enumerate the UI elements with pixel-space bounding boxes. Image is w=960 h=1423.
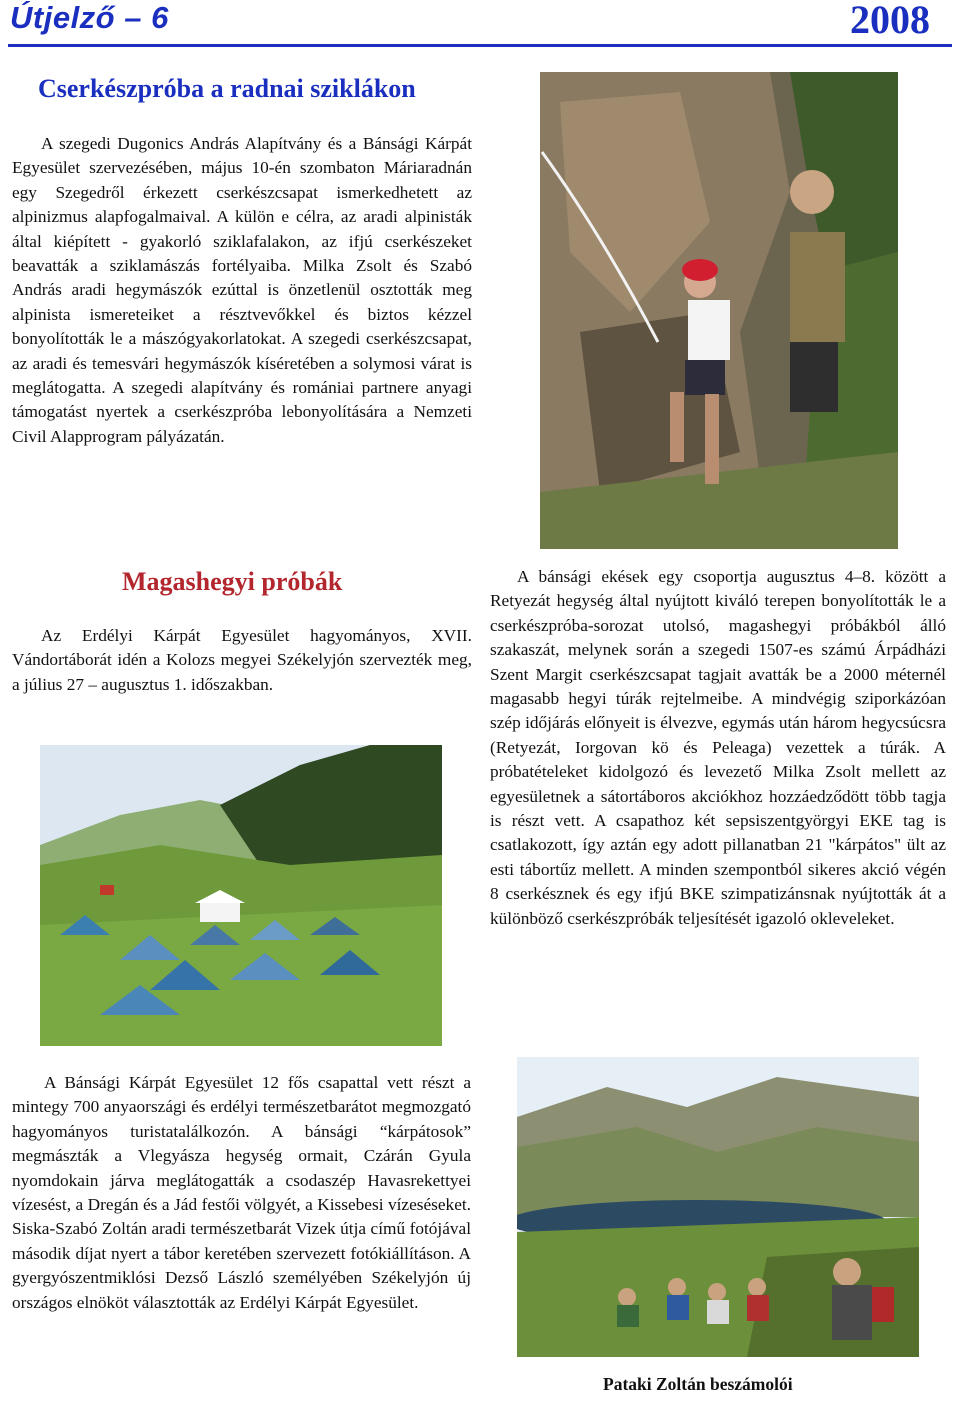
article-title-climbing: Cserkészpróba a radnai sziklákon <box>38 74 416 103</box>
campsite-photo <box>40 745 442 1046</box>
climbing-photo <box>540 72 898 549</box>
running-header-left: Útjelző – 6 <box>10 0 169 35</box>
article-intro-high-mountain: Az Erdélyi Kárpát Egyesület hagyományos, XVII. Vándortáborát idén a Kolozs megyei Székelyjón szervezték meg, a július 27 – augusztus 1. időszakban. <box>12 626 472 694</box>
header-divider <box>8 44 952 47</box>
article-title-high-mountain: Magashegyi próbák <box>122 567 343 596</box>
author-credit: Pataki Zoltán beszámolói <box>603 1374 793 1394</box>
article-body-bottom-left: A Bánsági Kárpát Egyesület 12 fős csapattal vett részt a mintegy 700 anyaországi és erdélyi természetbarátot megmozgató hagyományos turistatalálkozón. A bánsági “kárpátosok” megmászták a Vlegyásza hegység ormait, Czárán Gyula nyomdokain járva meglátogatták a csodaszép Havasrekettyei vízesést, a Dregán és a Jád festői völgyét, a Kissebesi vízeséseket. Siska-Szabó Zoltán aradi természetbarát Vizek útja című fotójával második díjat nyert a tábor keretében szervezett fotókiállításon. A gyergyószentmiklósi Dezső László személyében Székelyjón új országos elnököt választották az Erdélyi Kárpát Egyesület. <box>12 1073 471 1312</box>
article-body-right-column: A bánsági ekések egy csoportja augusztus 4–8. között a Retyezát hegység által nyújtott kiváló terepen bonyolították le a cserkészpróba-sorozat utolsó, magashegyi próbákból álló szakaszát, melynek során a szegedi 1507-es számú Árpádházi Szent Margit cserkészcsapat tagjait avatták be a 2000 méternél magasabb hegyi túrák rejtelmeibe. A mindvégig sziporkázóan szép időjárás előnyeit is élvezve, egymás után három hegycsúcsra (Retyezát, Iorgovan kö és Peleaga) vezettek a túrák. A próbatételeket kidolgozó és levezető Milka Zsolt mellett az egyesületnek a sátortáboros akciókhoz hozzáedződött több tagja is részt vett. A csapathoz két sepsiszentgyörgyi EKE tag is csatlakozott, így aztán egy adott pillanatban 21 "kárpátos" ült az esti tábortűz mellett. A minden szempontból sikeres akció végén 8 cserkésznek és egy ifjú BKE szimpatizánsnak nyújtották át a különböző cserkészpróbák teljesítését igazoló okleveleket. <box>490 567 946 928</box>
article-body-climbing: A szegedi Dugonics András Alapítvány és a Bánsági Kárpát Egyesület szervezésében, május 10-én szombaton Máriaradnán egy Szegedről érkezett cserkészcsapat ismerkedhetett az alpinizmus alapfogalmaival. A külön e célra, az aradi alpinisták által kiépített - gyakorló sziklafalakon, az ifjú cserkészeket beavatták a sziklamászás fortélyaiba. Milka Zsolt és Szabó András aradi hegymászók ezúttal is önzetlenül osztották meg alpinista ismereteiket a résztvevőkkel és biztos kézzel bonyolították le a mászógyakorlatokat. A szegedi cserkészcsapat, az aradi és temesvári hegymászók kíséretében a solymosi várat is meglátogatta. A szegedi alapítvány és romániai partnere anyagi támogatást nyertek a cserkészpróba lebonyolítására a Nemzeti Civil Alapprogram pályázatán. <box>12 134 472 446</box>
mountain-lake-photo <box>517 1057 919 1357</box>
running-header-year: 2008 <box>850 0 930 42</box>
